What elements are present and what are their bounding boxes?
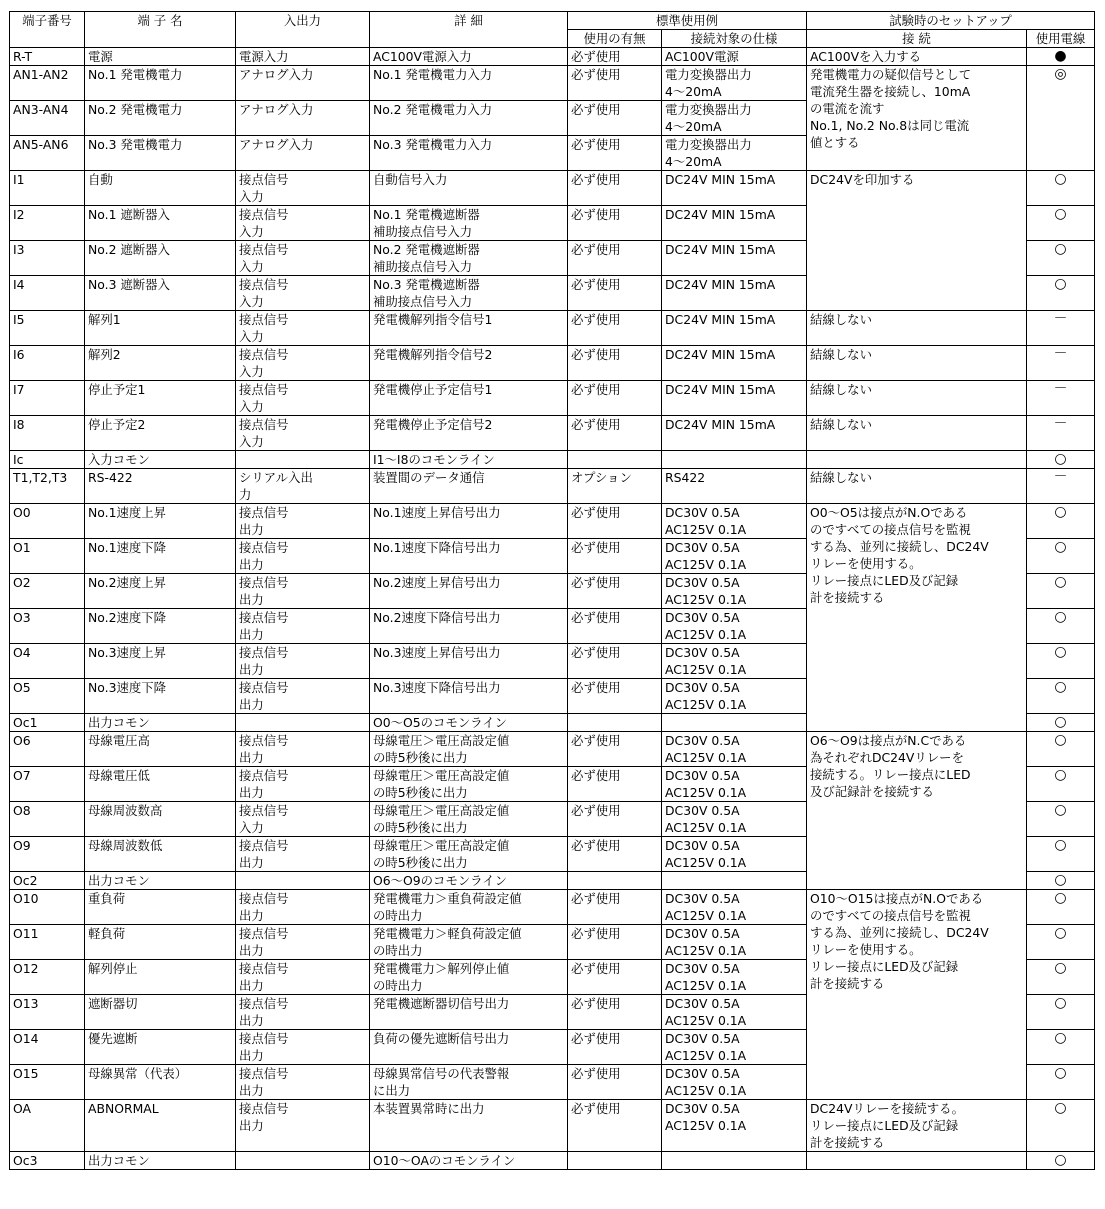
cell-terminal-no: O4 bbox=[10, 644, 85, 679]
cell-io: 接点信号 出力 bbox=[236, 890, 370, 925]
cell-detail: 母線電圧＞電圧高設定値 の時5秒後に出力 bbox=[370, 732, 568, 767]
cell-terminal-name: No.3 遮断器入 bbox=[85, 276, 236, 311]
cell-spec: DC24V MIN 15mA bbox=[662, 311, 807, 346]
cell-terminal-name: 電源 bbox=[85, 48, 236, 66]
cell-usage: 必ず使用 bbox=[568, 381, 662, 416]
cell-usage: 必ず使用 bbox=[568, 574, 662, 609]
cell-detail: No.1 発電機遮断器 補助接点信号入力 bbox=[370, 206, 568, 241]
cell-terminal-name: 自動 bbox=[85, 171, 236, 206]
cell-usage: 必ず使用 bbox=[568, 66, 662, 101]
cell-terminal-no: O0 bbox=[10, 504, 85, 539]
cell-detail: No.2速度下降信号出力 bbox=[370, 609, 568, 644]
cell-connection: 結線しない bbox=[807, 381, 1027, 416]
cell-spec: DC30V 0.5A AC125V 0.1A bbox=[662, 679, 807, 714]
cell-io: アナログ入力 bbox=[236, 101, 370, 136]
cell-usage: 必ず使用 bbox=[568, 311, 662, 346]
cell-terminal-name: No.1 遮断器入 bbox=[85, 206, 236, 241]
cell-terminal-name: 優先遮断 bbox=[85, 1030, 236, 1065]
cell-io: アナログ入力 bbox=[236, 66, 370, 101]
cell-wire-mark: ○ bbox=[1027, 276, 1095, 311]
cell-terminal-name: 出力コモン bbox=[85, 1152, 236, 1170]
cell-terminal-name: 軽負荷 bbox=[85, 925, 236, 960]
cell-connection: AC100Vを入力する bbox=[807, 48, 1027, 66]
cell-terminal-no: O8 bbox=[10, 802, 85, 837]
cell-detail: O0～O5のコモンライン bbox=[370, 714, 568, 732]
cell-terminal-name: No.2 発電機電力 bbox=[85, 101, 236, 136]
cell-terminal-no: AN1-AN2 bbox=[10, 66, 85, 101]
cell-io: 接点信号 入力 bbox=[236, 311, 370, 346]
table-row bbox=[10, 416, 1095, 451]
terminal-spec-table bbox=[9, 11, 1095, 1170]
cell-wire-mark: ○ bbox=[1027, 679, 1095, 714]
cell-terminal-name: 重負荷 bbox=[85, 890, 236, 925]
header-terminal-no: 端子番号 bbox=[10, 12, 85, 48]
cell-terminal-name: 母線周波数高 bbox=[85, 802, 236, 837]
cell-wire-mark: ○ bbox=[1027, 925, 1095, 960]
cell-io: 接点信号 出力 bbox=[236, 925, 370, 960]
cell-io: 接点信号 出力 bbox=[236, 1030, 370, 1065]
cell-usage bbox=[568, 1152, 662, 1170]
cell-wire-mark: ○ bbox=[1027, 837, 1095, 872]
cell-terminal-name: 解列停止 bbox=[85, 960, 236, 995]
cell-usage: 必ず使用 bbox=[568, 206, 662, 241]
cell-spec: DC30V 0.5A AC125V 0.1A bbox=[662, 890, 807, 925]
cell-detail: 自動信号入力 bbox=[370, 171, 568, 206]
cell-usage: 必ず使用 bbox=[568, 48, 662, 66]
table-row bbox=[10, 346, 1095, 381]
cell-spec bbox=[662, 714, 807, 732]
cell-detail: 発電機解列指令信号1 bbox=[370, 311, 568, 346]
cell-io: 電源入力 bbox=[236, 48, 370, 66]
cell-detail: 発電機電力＞軽負荷設定値 の時出力 bbox=[370, 925, 568, 960]
cell-io: 接点信号 出力 bbox=[236, 767, 370, 802]
cell-usage: 必ず使用 bbox=[568, 101, 662, 136]
cell-wire-mark: ○ bbox=[1027, 539, 1095, 574]
cell-io: 接点信号 出力 bbox=[236, 679, 370, 714]
cell-spec: RS422 bbox=[662, 469, 807, 504]
table-row bbox=[10, 732, 1095, 767]
cell-usage: 必ず使用 bbox=[568, 609, 662, 644]
cell-io: 接点信号 入力 bbox=[236, 241, 370, 276]
cell-terminal-name: No.3速度下降 bbox=[85, 679, 236, 714]
cell-io: 接点信号 出力 bbox=[236, 837, 370, 872]
cell-io: 接点信号 入力 bbox=[236, 171, 370, 206]
cell-wire-mark: ○ bbox=[1027, 802, 1095, 837]
cell-wire-mark: ○ bbox=[1027, 644, 1095, 679]
cell-io: 接点信号 出力 bbox=[236, 574, 370, 609]
cell-usage: 必ず使用 bbox=[568, 539, 662, 574]
cell-wire-mark: ○ bbox=[1027, 451, 1095, 469]
cell-usage: 必ず使用 bbox=[568, 276, 662, 311]
cell-usage: 必ず使用 bbox=[568, 960, 662, 995]
cell-spec: DC24V MIN 15mA bbox=[662, 171, 807, 206]
cell-spec: DC30V 0.5A AC125V 0.1A bbox=[662, 925, 807, 960]
cell-wire-mark: － bbox=[1027, 381, 1095, 416]
cell-terminal-no: Oc1 bbox=[10, 714, 85, 732]
cell-usage: 必ず使用 bbox=[568, 679, 662, 714]
cell-terminal-name: 遮断器切 bbox=[85, 995, 236, 1030]
cell-spec: DC30V 0.5A AC125V 0.1A bbox=[662, 574, 807, 609]
cell-wire-mark: － bbox=[1027, 311, 1095, 346]
header-usage: 使用の有無 bbox=[568, 30, 662, 48]
table-row bbox=[10, 890, 1095, 925]
cell-terminal-no: O13 bbox=[10, 995, 85, 1030]
cell-terminal-no: R-T bbox=[10, 48, 85, 66]
cell-io: 接点信号 出力 bbox=[236, 995, 370, 1030]
cell-usage: 必ず使用 bbox=[568, 504, 662, 539]
cell-detail: No.1速度上昇信号出力 bbox=[370, 504, 568, 539]
cell-connection: 結線しない bbox=[807, 416, 1027, 451]
cell-detail: No.2 発電機電力入力 bbox=[370, 101, 568, 136]
cell-wire-mark: ○ bbox=[1027, 960, 1095, 995]
cell-io bbox=[236, 872, 370, 890]
cell-wire-mark: ○ bbox=[1027, 890, 1095, 925]
cell-connection: DC24Vリレーを接続する。 リレー接点にLED及び記録 計を接続する bbox=[807, 1100, 1027, 1152]
cell-connection bbox=[807, 1152, 1027, 1170]
cell-terminal-no: O12 bbox=[10, 960, 85, 995]
cell-usage bbox=[568, 872, 662, 890]
cell-detail: 発電機電力＞重負荷設定値 の時出力 bbox=[370, 890, 568, 925]
cell-connection: O10～O15は接点がN.Oである のですべての接点信号を監視 する為、並列に接続し、DC24V リレーを使用する。 リレー接点にLED及び記録 計を接続する bbox=[807, 890, 1027, 1100]
cell-terminal-name: ABNORMAL bbox=[85, 1100, 236, 1152]
cell-usage: 必ず使用 bbox=[568, 995, 662, 1030]
cell-terminal-name: No.3速度上昇 bbox=[85, 644, 236, 679]
cell-spec: 電力変換器出力 4～20mA bbox=[662, 101, 807, 136]
cell-wire-mark: ○ bbox=[1027, 1152, 1095, 1170]
cell-terminal-name: 停止予定1 bbox=[85, 381, 236, 416]
cell-spec: DC30V 0.5A AC125V 0.1A bbox=[662, 1100, 807, 1152]
cell-spec: DC24V MIN 15mA bbox=[662, 276, 807, 311]
cell-io: 接点信号 出力 bbox=[236, 1100, 370, 1152]
cell-terminal-name: 出力コモン bbox=[85, 872, 236, 890]
cell-spec: DC30V 0.5A AC125V 0.1A bbox=[662, 767, 807, 802]
cell-io: 接点信号 出力 bbox=[236, 732, 370, 767]
header-detail: 詳 細 bbox=[370, 12, 568, 48]
cell-terminal-name: 入力コモン bbox=[85, 451, 236, 469]
cell-terminal-no: Oc2 bbox=[10, 872, 85, 890]
cell-terminal-no: I1 bbox=[10, 171, 85, 206]
cell-usage: 必ず使用 bbox=[568, 1030, 662, 1065]
cell-terminal-name: 解列1 bbox=[85, 311, 236, 346]
cell-terminal-name: RS-422 bbox=[85, 469, 236, 504]
cell-usage: 必ず使用 bbox=[568, 925, 662, 960]
cell-terminal-name: 母線電圧高 bbox=[85, 732, 236, 767]
cell-connection: O0～O5は接点がN.Oである のですべての接点信号を監視 する為、並列に接続し、DC24V リレーを使用する。 リレー接点にLED及び記録 計を接続する bbox=[807, 504, 1027, 732]
cell-detail: No.3 発電機遮断器 補助接点信号入力 bbox=[370, 276, 568, 311]
table-row bbox=[10, 381, 1095, 416]
table-row bbox=[10, 1152, 1095, 1170]
cell-connection: 結線しない bbox=[807, 311, 1027, 346]
cell-usage bbox=[568, 451, 662, 469]
cell-terminal-name: 解列2 bbox=[85, 346, 236, 381]
cell-terminal-name: 母線異常（代表） bbox=[85, 1065, 236, 1100]
cell-usage: 必ず使用 bbox=[568, 890, 662, 925]
header-standard-example: 標準使用例 bbox=[568, 12, 807, 30]
cell-spec: DC30V 0.5A AC125V 0.1A bbox=[662, 539, 807, 574]
cell-spec: DC24V MIN 15mA bbox=[662, 206, 807, 241]
cell-detail: 発電機電力＞解列停止値 の時出力 bbox=[370, 960, 568, 995]
cell-usage: オプション bbox=[568, 469, 662, 504]
cell-spec: DC30V 0.5A AC125V 0.1A bbox=[662, 504, 807, 539]
cell-wire-mark: ○ bbox=[1027, 171, 1095, 206]
cell-connection bbox=[807, 451, 1027, 469]
cell-terminal-no: I7 bbox=[10, 381, 85, 416]
cell-spec: 電力変換器出力 4～20mA bbox=[662, 136, 807, 171]
cell-connection: 結線しない bbox=[807, 346, 1027, 381]
cell-terminal-no: O1 bbox=[10, 539, 85, 574]
cell-io: シリアル入出 力 bbox=[236, 469, 370, 504]
cell-terminal-name: No.3 発電機電力 bbox=[85, 136, 236, 171]
cell-terminal-name: 母線周波数低 bbox=[85, 837, 236, 872]
cell-io: 接点信号 出力 bbox=[236, 609, 370, 644]
cell-connection: O6～O9は接点がN.Cである 為それぞれDC24Vリレーを 接続する。リレー接点にLED 及び記録計を接続する bbox=[807, 732, 1027, 890]
cell-detail: 母線電圧＞電圧高設定値 の時5秒後に出力 bbox=[370, 802, 568, 837]
cell-detail: 発電機遮断器切信号出力 bbox=[370, 995, 568, 1030]
table-row bbox=[10, 1100, 1095, 1152]
cell-terminal-no: Oc3 bbox=[10, 1152, 85, 1170]
cell-spec: DC30V 0.5A AC125V 0.1A bbox=[662, 960, 807, 995]
cell-io bbox=[236, 714, 370, 732]
terminal-table-container bbox=[9, 11, 1094, 1170]
cell-usage: 必ず使用 bbox=[568, 837, 662, 872]
cell-terminal-no: I2 bbox=[10, 206, 85, 241]
cell-terminal-no: O6 bbox=[10, 732, 85, 767]
table-row bbox=[10, 451, 1095, 469]
table-row bbox=[10, 311, 1095, 346]
cell-io: 接点信号 出力 bbox=[236, 960, 370, 995]
cell-usage: 必ず使用 bbox=[568, 732, 662, 767]
cell-detail: No.1速度下降信号出力 bbox=[370, 539, 568, 574]
cell-io: 接点信号 入力 bbox=[236, 381, 370, 416]
cell-spec: DC24V MIN 15mA bbox=[662, 381, 807, 416]
cell-wire-mark: ○ bbox=[1027, 504, 1095, 539]
cell-io bbox=[236, 451, 370, 469]
cell-terminal-no: I4 bbox=[10, 276, 85, 311]
cell-wire-mark: － bbox=[1027, 469, 1095, 504]
cell-terminal-no: O9 bbox=[10, 837, 85, 872]
cell-spec: DC30V 0.5A AC125V 0.1A bbox=[662, 802, 807, 837]
table-row bbox=[10, 469, 1095, 504]
table-body bbox=[10, 48, 1095, 1170]
cell-usage: 必ず使用 bbox=[568, 767, 662, 802]
cell-spec: DC30V 0.5A AC125V 0.1A bbox=[662, 732, 807, 767]
cell-terminal-no: O5 bbox=[10, 679, 85, 714]
cell-terminal-no: Ic bbox=[10, 451, 85, 469]
cell-spec: DC30V 0.5A AC125V 0.1A bbox=[662, 837, 807, 872]
cell-wire-mark: ◎ bbox=[1027, 66, 1095, 171]
cell-detail: 母線電圧＞電圧高設定値 の時5秒後に出力 bbox=[370, 767, 568, 802]
cell-wire-mark: ● bbox=[1027, 48, 1095, 66]
cell-connection: 結線しない bbox=[807, 469, 1027, 504]
cell-terminal-no: AN5-AN6 bbox=[10, 136, 85, 171]
cell-io: 接点信号 出力 bbox=[236, 644, 370, 679]
cell-detail: No.2 発電機遮断器 補助接点信号入力 bbox=[370, 241, 568, 276]
cell-terminal-no: OA bbox=[10, 1100, 85, 1152]
cell-detail: No.3速度上昇信号出力 bbox=[370, 644, 568, 679]
cell-terminal-no: O15 bbox=[10, 1065, 85, 1100]
cell-spec: DC30V 0.5A AC125V 0.1A bbox=[662, 644, 807, 679]
cell-usage: 必ず使用 bbox=[568, 416, 662, 451]
cell-io: 接点信号 入力 bbox=[236, 276, 370, 311]
header-wire-used: 使用電線 bbox=[1027, 30, 1095, 48]
cell-usage: 必ず使用 bbox=[568, 171, 662, 206]
cell-connection: DC24Vを印加する bbox=[807, 171, 1027, 311]
cell-usage: 必ず使用 bbox=[568, 644, 662, 679]
cell-detail: 負荷の優先遮断信号出力 bbox=[370, 1030, 568, 1065]
cell-terminal-no: O3 bbox=[10, 609, 85, 644]
cell-wire-mark: ○ bbox=[1027, 995, 1095, 1030]
cell-io: 接点信号 出力 bbox=[236, 1065, 370, 1100]
cell-detail: I1～I8のコモンライン bbox=[370, 451, 568, 469]
cell-terminal-name: No.2 遮断器入 bbox=[85, 241, 236, 276]
table-row bbox=[10, 504, 1095, 539]
cell-spec: DC30V 0.5A AC125V 0.1A bbox=[662, 995, 807, 1030]
cell-io: 接点信号 出力 bbox=[236, 504, 370, 539]
header-connect-spec: 接続対象の仕様 bbox=[662, 30, 807, 48]
cell-usage: 必ず使用 bbox=[568, 346, 662, 381]
cell-terminal-no: T1,T2,T3 bbox=[10, 469, 85, 504]
cell-wire-mark: ○ bbox=[1027, 732, 1095, 767]
cell-wire-mark: ○ bbox=[1027, 206, 1095, 241]
cell-wire-mark: ○ bbox=[1027, 872, 1095, 890]
cell-wire-mark: － bbox=[1027, 346, 1095, 381]
cell-terminal-no: AN3-AN4 bbox=[10, 101, 85, 136]
cell-spec: DC30V 0.5A AC125V 0.1A bbox=[662, 1065, 807, 1100]
cell-io bbox=[236, 1152, 370, 1170]
cell-terminal-no: O10 bbox=[10, 890, 85, 925]
cell-terminal-no: I5 bbox=[10, 311, 85, 346]
cell-io: 接点信号 入力 bbox=[236, 802, 370, 837]
cell-terminal-name: 停止予定2 bbox=[85, 416, 236, 451]
cell-spec: DC24V MIN 15mA bbox=[662, 416, 807, 451]
cell-terminal-no: O7 bbox=[10, 767, 85, 802]
cell-spec bbox=[662, 1152, 807, 1170]
cell-spec: DC24V MIN 15mA bbox=[662, 241, 807, 276]
cell-usage: 必ず使用 bbox=[568, 1100, 662, 1152]
cell-wire-mark: － bbox=[1027, 416, 1095, 451]
header-test-setup: 試験時のセットアップ bbox=[807, 12, 1095, 30]
cell-detail: AC100V電源入力 bbox=[370, 48, 568, 66]
cell-wire-mark: ○ bbox=[1027, 767, 1095, 802]
cell-terminal-name: 出力コモン bbox=[85, 714, 236, 732]
cell-terminal-no: I8 bbox=[10, 416, 85, 451]
cell-terminal-name: No.2速度下降 bbox=[85, 609, 236, 644]
cell-usage bbox=[568, 714, 662, 732]
cell-wire-mark: ○ bbox=[1027, 1100, 1095, 1152]
header-connection: 接 続 bbox=[807, 30, 1027, 48]
cell-detail: No.3 発電機電力入力 bbox=[370, 136, 568, 171]
cell-io: 接点信号 入力 bbox=[236, 416, 370, 451]
cell-detail: No.3速度下降信号出力 bbox=[370, 679, 568, 714]
cell-spec: AC100V電源 bbox=[662, 48, 807, 66]
cell-terminal-no: I3 bbox=[10, 241, 85, 276]
cell-terminal-name: No.1速度上昇 bbox=[85, 504, 236, 539]
cell-detail: No.2速度上昇信号出力 bbox=[370, 574, 568, 609]
cell-spec bbox=[662, 872, 807, 890]
cell-detail: 装置間のデータ通信 bbox=[370, 469, 568, 504]
table-row bbox=[10, 66, 1095, 101]
cell-terminal-name: No.2速度上昇 bbox=[85, 574, 236, 609]
cell-terminal-name: No.1 発電機電力 bbox=[85, 66, 236, 101]
cell-wire-mark: ○ bbox=[1027, 574, 1095, 609]
cell-terminal-no: I6 bbox=[10, 346, 85, 381]
cell-detail: 母線電圧＞電圧高設定値 の時5秒後に出力 bbox=[370, 837, 568, 872]
cell-wire-mark: ○ bbox=[1027, 1030, 1095, 1065]
cell-terminal-name: 母線電圧低 bbox=[85, 767, 236, 802]
cell-usage: 必ず使用 bbox=[568, 241, 662, 276]
cell-detail: 母線異常信号の代表警報 に出力 bbox=[370, 1065, 568, 1100]
table-row bbox=[10, 48, 1095, 66]
cell-io: 接点信号 入力 bbox=[236, 346, 370, 381]
cell-spec: DC24V MIN 15mA bbox=[662, 346, 807, 381]
cell-spec bbox=[662, 451, 807, 469]
cell-terminal-no: O11 bbox=[10, 925, 85, 960]
cell-detail: 発電機解列指令信号2 bbox=[370, 346, 568, 381]
cell-detail: No.1 発電機電力入力 bbox=[370, 66, 568, 101]
cell-wire-mark: ○ bbox=[1027, 609, 1095, 644]
header-io: 入出力 bbox=[236, 12, 370, 48]
cell-connection: 発電機電力の疑似信号として 電流発生器を接続し、10mA の電流を流す No.1, No.2 No.8は同じ電流 値とする bbox=[807, 66, 1027, 171]
cell-io: 接点信号 入力 bbox=[236, 206, 370, 241]
cell-spec: DC30V 0.5A AC125V 0.1A bbox=[662, 1030, 807, 1065]
cell-terminal-name: No.1速度下降 bbox=[85, 539, 236, 574]
cell-spec: 電力変換器出力 4～20mA bbox=[662, 66, 807, 101]
cell-wire-mark: ○ bbox=[1027, 241, 1095, 276]
cell-terminal-no: O14 bbox=[10, 1030, 85, 1065]
cell-detail: 本装置異常時に出力 bbox=[370, 1100, 568, 1152]
cell-detail: O6～O9のコモンライン bbox=[370, 872, 568, 890]
cell-usage: 必ず使用 bbox=[568, 136, 662, 171]
cell-spec: DC30V 0.5A AC125V 0.1A bbox=[662, 609, 807, 644]
cell-usage: 必ず使用 bbox=[568, 802, 662, 837]
table-row bbox=[10, 171, 1095, 206]
cell-wire-mark: ○ bbox=[1027, 1065, 1095, 1100]
cell-detail: 発電機停止予定信号1 bbox=[370, 381, 568, 416]
cell-io: アナログ入力 bbox=[236, 136, 370, 171]
cell-usage: 必ず使用 bbox=[568, 1065, 662, 1100]
cell-detail: O10～OAのコモンライン bbox=[370, 1152, 568, 1170]
cell-terminal-no: O2 bbox=[10, 574, 85, 609]
cell-detail: 発電機停止予定信号2 bbox=[370, 416, 568, 451]
cell-io: 接点信号 出力 bbox=[236, 539, 370, 574]
cell-wire-mark: ○ bbox=[1027, 714, 1095, 732]
header-terminal-name: 端 子 名 bbox=[85, 12, 236, 48]
